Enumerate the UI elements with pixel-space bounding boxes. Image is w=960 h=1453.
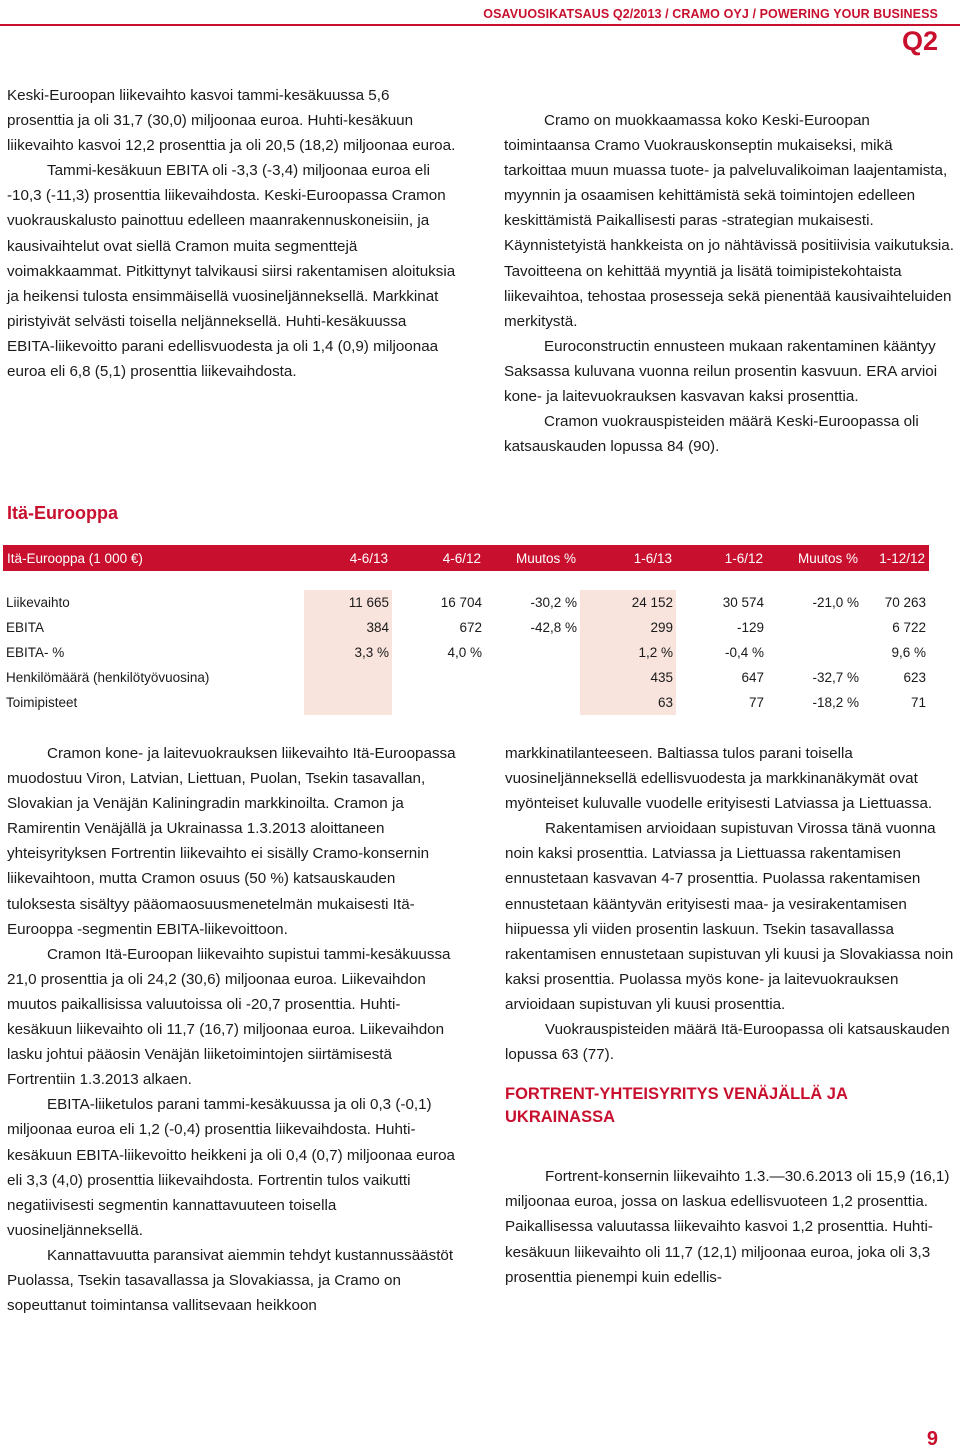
table-cell: Toimipisteet [6,695,78,710]
table-cell: 1,2 % [580,640,676,665]
bottom-right-column [505,741,955,1290]
table-cell [485,690,580,715]
paragraph: Vuokrauspisteiden määrä Itä-Euroopassa oli katsauskauden lopussa 63 (77). [505,1021,950,1064]
table-cell [767,615,862,640]
table-cell: Henkilömäärä (henkilötyövuosina) [6,670,210,685]
table-cell: 9,6 % [891,645,926,660]
table-header-cell: 1-6/12 [676,545,767,571]
paragraph: Euroconstructin ennusteen mukaan rakentaminen kääntyy Saksassa kuluvana vuonna reilun prosentin kasvuun. ERA arvioi kone- ja laitevuokrauksen kasvavan kaksi prosenttia. [504,337,938,406]
table-cell: Liikevaihto [6,595,70,610]
table-cell: 70 263 [884,595,926,610]
table-cell: 3,3 % [304,640,392,665]
top-left-column [7,83,457,384]
quarter-label: Q2 [901,26,938,56]
table-row [3,690,929,715]
table-row [3,640,929,665]
table-cell: 63 [580,690,676,715]
paragraph: Cramo on muokkaamassa koko Keski-Euroopan toimintaansa Cramo Vuokrauskonseptin mukaiseksi, mikä tarkoittaa muun muassa tuote- ja palveluvalikoiman laajentamista, myynnin ja osaamisen kehittämistä sekä toimintojen edelleen keskittämistä Paikallisesti paras -strategian mukaisesti. Käynnistetyistä hankkeista on jo nähtävissä positiivisia vaikutuksia. Tavoitteena on kehittää myyntiä ja lisätä toimipistekohtaista liikevaihtoa, tehostaa prosesseja sekä pienentää kausivaihteluiden merkitystä. [504,112,954,330]
table-cell: 30 574 [722,595,764,610]
table-header-cell: Itä-Eurooppa (1 000 €) [3,545,304,571]
table-cell: -0,4 % [724,645,764,660]
table-cell [767,640,862,665]
paragraph: Cramon Itä-Euroopan liikevaihto supistui tammi-kesäkuussa 21,0 prosenttia ja oli 24,2 (30,6) miljoonaa euroa. Liikevaihdon muutos paikallisissa valuutoissa oli -20,7 prosenttia. Huhti-kesäkuun liikevaihto oli 11,7 (16,7) miljoonaa euroa. Liikevaihdon lasku johtui pääosin Venäjän liiketoimintojen siirtämisestä Fortrentiin 1.3.2013 alkaen. [7,945,451,1089]
table-cell: 24 152 [580,590,676,615]
table-cell [392,690,485,715]
table-row [3,665,929,690]
paragraph: Fortrent-konsernin liikevaihto 1.3.—30.6.2013 oli 15,9 (16,1) miljoonaa euroa, jossa on laskua edellisvuoteen 1,2 prosenttia. Paikallisessa valuutassa liikevaihto kasvoi 1,2 prosenttia. Huhti-kesäkuun liikevaihto oli 11,7 (12,1) miljoonaa euroa, joka oli 3,3 prosenttia pienempi kuin edellis- [505,1168,950,1286]
table-header-cell: 1-12/12 [862,545,929,571]
table-cell: 672 [459,620,482,635]
table-cell: 6 722 [892,620,926,635]
table-header-cell: 1-6/13 [580,545,676,571]
paragraph: Kannattavuutta paransivat aiemmin tehdyt kustannussäästöt Puolassa, Tsekin tasavallassa ja Slovakiassa, ja Cramo on sopeuttanut toimintansa vallitsevaan heikkoon [7,1246,454,1315]
fortrent-heading: FORTRENT-YHTEISYRITYS VENÄJÄLLÄ JA UKRAINASSA [505,1085,848,1127]
table-cell: EBITA [6,620,45,635]
table-cell: -42,8 % [530,620,577,635]
paragraph: EBITA-liiketulos parani tammi-kesäkuussa ja oli 0,3 (-0,1) miljoonaa euroa eli 1,2 (-0,4) prosenttia liikevaihdosta. Huhti-kesäkuun EBITA-liikevoitto heikkeni ja oli 0,4 (0,7) miljoonaa euroa eli 3,3 (4,0) prosenttia liikevaihdosta. Fortrentin tulos vaikutti negatiivisesti segmentin kannattavuuteen toisella vuosineljänneksellä. [7,1096,455,1239]
table-row [3,615,929,640]
table-cell: 16 704 [440,595,482,610]
table-cell [392,665,485,690]
table-header-cell: Muutos % [767,545,862,571]
segment-table [3,545,929,715]
table-cell: -21,0 % [812,595,859,610]
header-rule [0,24,960,26]
table-cell: 71 [910,695,926,710]
table-header-cell: 4-6/13 [304,545,392,571]
table-cell: 11 665 [304,590,392,615]
table-cell: 435 [580,665,676,690]
table-header-cell: Muutos % [485,545,580,571]
table-cell: -32,7 % [812,670,859,685]
paragraph: Cramon kone- ja laitevuokrauksen liikevaihto Itä-Euroopassa muodostuu Viron, Latvian, Liettuan, Puolan, Tsekin tasavallan, Slovakian ja Venäjän Kaliningradin markkinoilta. Cramon ja Ramirentin Venäjällä ja Ukrainassa 1.3.2013 aloittaneen yhteisyrityksen Fortrentin liikevaihto ei sisälly Cramo-konsernin liikevaihtoon, mutta Cramon osuus (50 %) katsauskauden tuloksesta sisältyy pääomaosuusmenetelmän mukaisesti Itä-Eurooppa -segmentin EBITA-liikevoittoon. [7,745,456,938]
table-header-row [3,545,929,571]
top-right-column [504,108,956,459]
table-cell: 299 [580,615,676,640]
table-cell: 647 [741,670,764,685]
table-cell [485,640,580,665]
paragraph: markkinatilanteeseen. Baltiassa tulos parani toisella vuosineljänneksellä edellisvuodesta ja markkinanäkymät ovat myönteiset kuluvalle vuodelle erityisesti Latviassa ja Liettuassa. [505,745,933,813]
table-cell: -129 [736,620,764,635]
table-header-cell: 4-6/12 [392,545,485,571]
table-cell: 384 [304,615,392,640]
section-title: Itä-Eurooppa [7,503,118,523]
table-cell [304,665,392,690]
page-number: 9 [926,1428,938,1450]
paragraph: Rakentamisen arvioidaan supistuvan Virossa tänä vuonna noin kaksi prosenttia. Latviassa ja Liettuassa rakentamisen ennustetaan kasvavan 4-7 prosenttia. Puolassa rakentamisen ennustetaan kääntyvän erityisesti maa- ja vesirakentamisen hiipuessa yli viiden prosentin laskuun. Tsekin tasavallassa rakentamisen ennustetaan supistuvan yli kuusi ja Slovakiassa noin kaksi prosenttia. Puolassa myös kone- ja laitevuokrauksen arvioidaan supistuvan yli kuusi prosenttia. [505,820,954,1013]
table-row [3,590,929,615]
table-cell: 4,0 % [447,645,482,660]
table-cell: 77 [748,695,764,710]
table-cell: 623 [903,670,926,685]
table-spacer [3,571,929,590]
table-cell: -30,2 % [530,595,577,610]
paragraph: Keski-Euroopan liikevaihto kasvoi tammi-kesäkuussa 5,6 prosenttia ja oli 31,7 (30,0) miljoonaa euroa. Huhti-kesäkuun liikevaihto kasvoi 12,2 prosenttia ja oli 20,5 (18,2) miljoonaa euroa. [7,87,456,155]
paragraph: Tammi-kesäkuun EBITA oli -3,3 (-3,4) miljoonaa euroa eli -10,3 (-11,3) prosenttia liikevaihdosta. Keski-Euroopassa Cramon vuokrauskalusto painottuu edelleen maanrakennuskoneisiin, ja kausivaihtelut ovat siellä Cramon muita segmenttejä voimakkaammat. Pitkittynyt talvikausi siirsi rakentamisen aloituksia ja heikensi tulosta ensimmäisellä vuosineljänneksellä. Markkinat piristyivät selvästi toisella neljänneksellä. Huhti-kesäkuussa EBITA-liikevoitto parani edellisvuodesta ja oli 1,4 (0,9) miljoonaa euroa eli 6,8 (5,1) prosenttia liikevaihdosta. [7,162,456,381]
table-cell: -18,2 % [812,695,859,710]
table-cell: EBITA- % [6,645,65,660]
running-header: OSAVUOSIKATSAUS Q2/2013 / CRAMO OYJ / POWERING YOUR BUSINESS [483,7,938,21]
table-cell [485,665,580,690]
bottom-left-column [7,741,459,1318]
table-cell [304,690,392,715]
paragraph: Cramon vuokrauspisteiden määrä Keski-Euroopassa oli katsauskauden lopussa 84 (90). [504,413,919,456]
